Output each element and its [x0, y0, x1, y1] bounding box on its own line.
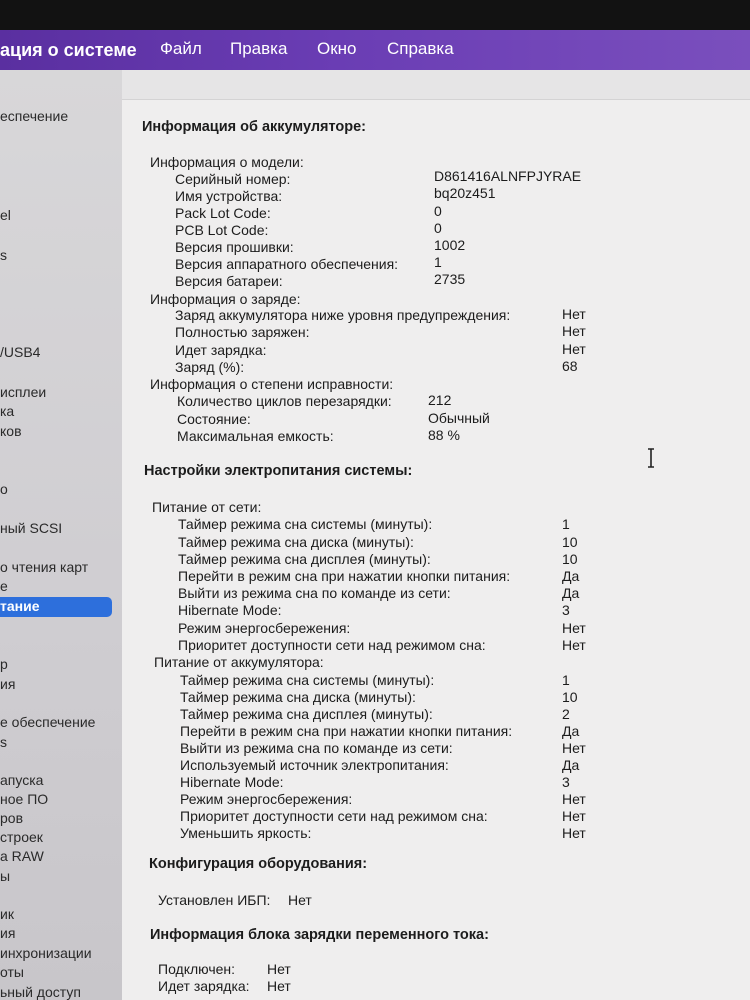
ac-setting-label: Таймер режима сна системы (минуты):	[178, 516, 433, 532]
ac-charger-title: Информация блока зарядки переменного тока:	[150, 927, 489, 943]
model-label: Pack Lot Code:	[175, 205, 271, 221]
sidebar-item[interactable]: инхронизации	[0, 945, 92, 961]
battery-setting-label: Приоритет доступности сети над режимом сна:	[180, 808, 488, 824]
ups-label: Установлен ИБП:	[158, 892, 271, 908]
model-label: Версия прошивки:	[175, 239, 294, 255]
sidebar-item[interactable]: ный SCSI	[0, 520, 63, 536]
battery-setting-value: 1	[562, 672, 570, 688]
charge-info-header: Информация о заряде:	[150, 291, 301, 307]
sidebar-item[interactable]: о	[0, 481, 8, 497]
charge-percent-value: 68	[562, 358, 578, 374]
ac-setting-label: Hibernate Mode:	[178, 602, 282, 618]
sidebar-item[interactable]: s	[0, 247, 7, 263]
battery-setting-label: Используемый источник электропитания:	[180, 757, 449, 773]
sidebar-item[interactable]: о чтения карт	[0, 559, 89, 575]
model-label: Серийный номер:	[175, 171, 291, 187]
battery-info-title: Информация об аккумуляторе:	[142, 119, 367, 135]
model-value: bq20z451	[434, 185, 496, 201]
sidebar-item[interactable]: /USB4	[0, 344, 41, 360]
charge-value: Нет	[562, 323, 586, 339]
sidebar-item[interactable]: ы	[0, 868, 11, 884]
battery-setting-value: 10	[562, 689, 578, 705]
ac-setting-label: Таймер режима сна диска (минуты):	[178, 534, 414, 550]
ac-setting-label: Приоритет доступности сети над режимом сна:	[178, 637, 486, 653]
charge-label: Заряд аккумулятора ниже уровня предупреждения:	[175, 307, 511, 323]
battery-setting-label: Выйти из режима сна по команде из сети:	[180, 740, 453, 756]
ac-setting-label: Таймер режима сна дисплея (минуты):	[178, 551, 431, 567]
charger-value: Нет	[267, 978, 291, 994]
model-label: Имя устройства:	[175, 188, 283, 204]
ac-setting-label: Режим энергосбережения:	[178, 620, 351, 636]
battery-setting-value: Нет	[562, 740, 586, 756]
menu-file[interactable]: Файл	[160, 39, 202, 58]
text-cursor-icon	[646, 448, 656, 468]
sidebar-item-power[interactable]: тание	[0, 598, 40, 614]
battery-setting-label: Hibernate Mode:	[180, 774, 284, 790]
ac-setting-value: Да	[562, 568, 580, 584]
ac-power-header: Питание от сети:	[152, 499, 262, 515]
sidebar-item[interactable]: ик	[0, 906, 14, 922]
model-label: Версия батареи:	[175, 273, 283, 289]
sidebar-item[interactable]: ное ПО	[0, 791, 49, 807]
app-menu-title[interactable]: ация о системе	[0, 40, 137, 60]
model-value: 0	[434, 203, 442, 219]
ac-setting-label: Перейти в режим сна при нажатии кнопки питания:	[178, 568, 511, 584]
charge-value: Нет	[562, 341, 586, 357]
screen-bezel	[0, 0, 750, 30]
sidebar	[0, 70, 122, 1000]
battery-setting-label: Уменьшить яркость:	[180, 825, 312, 841]
model-value: 1	[434, 254, 442, 270]
battery-setting-value: Да	[562, 757, 580, 773]
model-value: 2735	[434, 271, 466, 287]
health-value: 212	[428, 392, 452, 408]
ups-value: Нет	[288, 892, 312, 908]
ac-setting-value: 10	[562, 534, 578, 550]
sidebar-item[interactable]: а RAW	[0, 848, 44, 864]
menu-bar	[0, 30, 750, 70]
ac-setting-value: Нет	[562, 637, 586, 653]
health-value: 88 %	[428, 427, 460, 443]
ac-setting-value: Нет	[562, 620, 586, 636]
ac-setting-label: Выйти из режима сна по команде из сети:	[178, 585, 451, 601]
sidebar-item[interactable]: исплеи	[0, 384, 47, 400]
battery-power-header: Питание от аккумулятора:	[154, 654, 324, 670]
health-label: Состояние:	[177, 411, 251, 427]
ac-setting-value: 10	[562, 551, 578, 567]
sidebar-item[interactable]: р	[0, 656, 8, 672]
battery-setting-label: Таймер режима сна дисплея (минуты):	[180, 706, 433, 722]
sidebar-item[interactable]: ия	[0, 925, 16, 941]
charger-value: Нет	[267, 961, 291, 977]
health-info-header: Информация о степени исправности:	[150, 376, 394, 392]
sidebar-item[interactable]: el	[0, 207, 11, 223]
charger-label: Подключен:	[158, 961, 236, 977]
model-label: PCB Lot Code:	[175, 222, 269, 238]
sidebar-item[interactable]: ров	[0, 810, 24, 826]
battery-setting-value: Нет	[562, 825, 586, 841]
menu-help[interactable]: Справка	[387, 39, 454, 58]
battery-setting-label: Таймер режима сна диска (минуты):	[180, 689, 416, 705]
ac-setting-value: Да	[562, 585, 580, 601]
hardware-config-title: Конфигурация оборудования:	[149, 856, 368, 872]
model-value: D861416ALNFPJYRAE	[434, 168, 582, 184]
sidebar-item[interactable]: апуска	[0, 772, 44, 788]
sidebar-item[interactable]: строек	[0, 829, 43, 845]
menu-window[interactable]: Окно	[317, 39, 357, 58]
ac-setting-value: 1	[562, 516, 570, 532]
charge-label: Полностью заряжен:	[175, 324, 310, 340]
model-info-header: Информация о модели:	[150, 154, 304, 170]
health-label: Максимальная емкость:	[177, 428, 334, 444]
battery-setting-value: Нет	[562, 808, 586, 824]
battery-setting-label: Таймер режима сна системы (минуты):	[180, 672, 435, 688]
power-settings-title: Настройки электропитания системы:	[144, 463, 413, 479]
sidebar-item[interactable]: е обеспечение	[0, 714, 96, 730]
charge-label: Заряд (%):	[175, 359, 245, 375]
sidebar-item[interactable]: s	[0, 734, 7, 750]
charge-label: Идет зарядка:	[175, 342, 267, 358]
sidebar-item[interactable]: е	[0, 578, 8, 594]
menu-edit[interactable]: Правка	[230, 39, 288, 58]
battery-setting-value: Нет	[562, 791, 586, 807]
ac-setting-value: 3	[562, 602, 570, 618]
sidebar-item[interactable]: еспечение	[0, 108, 69, 124]
battery-setting-value: Да	[562, 723, 580, 739]
battery-setting-label: Режим энергосбережения:	[180, 791, 353, 807]
battery-setting-value: 2	[562, 706, 570, 722]
model-label: Версия аппаратного обеспечения:	[175, 256, 399, 272]
detail-pane-header	[122, 70, 750, 100]
charger-label: Идет зарядка:	[158, 978, 250, 994]
sidebar-item[interactable]: ков	[0, 423, 22, 439]
sidebar-item[interactable]: оты	[0, 964, 24, 980]
model-value: 1002	[434, 237, 466, 253]
model-value: 0	[434, 220, 442, 236]
sidebar-item[interactable]: ка	[0, 403, 15, 419]
detail-pane	[122, 70, 750, 1000]
health-label: Количество циклов перезарядки:	[177, 393, 392, 409]
sidebar-item[interactable]: ия	[0, 676, 16, 692]
charge-value: Нет	[562, 306, 586, 322]
battery-setting-label: Перейти в режим сна при нажатии кнопки питания:	[180, 723, 513, 739]
battery-setting-value: 3	[562, 774, 570, 790]
health-value: Обычный	[428, 410, 490, 426]
sidebar-item[interactable]: ьный доступ	[0, 984, 81, 1000]
